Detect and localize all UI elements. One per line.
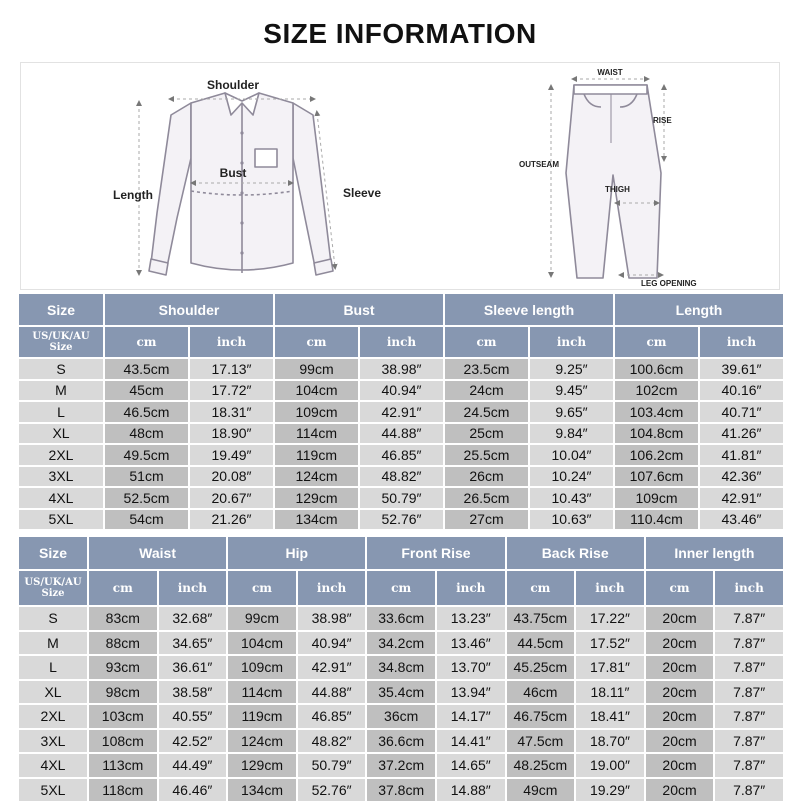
inch-value-cell: 9.84″ (530, 424, 613, 444)
inch-value-cell: 42.52″ (159, 730, 227, 753)
cm-value-cell: 124cm (228, 730, 296, 753)
unit-header-row (19, 571, 783, 605)
inch-value-cell: 7.87″ (715, 681, 783, 704)
inch-value-cell: 19.29″ (576, 779, 644, 802)
inch-value-cell: 40.94″ (298, 632, 366, 655)
table-row (19, 402, 783, 422)
cm-value-cell: 43.75cm (507, 607, 575, 630)
cm-value-cell: 24.5cm (445, 402, 528, 422)
inch-value-cell: 46.46″ (159, 779, 227, 802)
bottom-size-table (17, 535, 785, 803)
size-cell: 3XL (19, 467, 103, 487)
cm-value-cell: 24cm (445, 381, 528, 401)
size-region-label (19, 571, 87, 605)
inch-value-cell: 44.88″ (298, 681, 366, 704)
inch-value-cell: 46.85″ (298, 705, 366, 728)
top-size-table (17, 292, 785, 531)
cm-value-cell: 26.5cm (445, 488, 528, 508)
inch-value-cell: 7.87″ (715, 607, 783, 630)
cm-value-cell: 46.75cm (507, 705, 575, 728)
inch-value-cell: 44.49″ (159, 754, 227, 777)
cm-value-cell: 109cm (615, 488, 698, 508)
size-cell: 3XL (19, 730, 87, 753)
header-row (19, 537, 783, 569)
inch-value-cell: 17.72″ (190, 381, 273, 401)
inch-value-cell: 41.81″ (700, 445, 783, 465)
unit-header-cm: cm (275, 327, 358, 357)
cm-value-cell: 49.5cm (105, 445, 188, 465)
inch-value-cell: 18.70″ (576, 730, 644, 753)
inch-value-cell: 18.11″ (576, 681, 644, 704)
inch-value-cell: 10.04″ (530, 445, 613, 465)
inch-value-cell: 21.26″ (190, 510, 273, 530)
table-row (19, 705, 783, 728)
size-cell: 2XL (19, 445, 103, 465)
cm-value-cell: 114cm (228, 681, 296, 704)
cm-value-cell: 49cm (507, 779, 575, 802)
size-cell: XL (19, 681, 87, 704)
cm-value-cell: 25cm (445, 424, 528, 444)
table-row (19, 656, 783, 679)
unit-header-cm: cm (507, 571, 575, 605)
inch-value-cell: 38.98″ (360, 359, 443, 379)
inch-value-cell: 14.41″ (437, 730, 505, 753)
cm-value-cell: 129cm (275, 488, 358, 508)
cm-value-cell: 109cm (275, 402, 358, 422)
inch-value-cell: 40.94″ (360, 381, 443, 401)
size-region-line: US/UK/AU (24, 577, 82, 588)
inch-value-cell: 48.82″ (298, 730, 366, 753)
cm-value-cell: 103.4cm (615, 402, 698, 422)
leg-opening-label: LEG OPENING (641, 279, 697, 288)
thigh-label: THIGH (605, 185, 630, 194)
cm-value-cell: 100.6cm (615, 359, 698, 379)
cm-value-cell: 108cm (89, 730, 157, 753)
cm-value-cell: 25.5cm (445, 445, 528, 465)
unit-header-cm: cm (615, 327, 698, 357)
cm-value-cell: 93cm (89, 656, 157, 679)
measurement-diagram (20, 62, 780, 290)
inch-value-cell: 20.67″ (190, 488, 273, 508)
inch-value-cell: 17.22″ (576, 607, 644, 630)
size-cell: S (19, 607, 87, 630)
inch-value-cell: 42.91″ (700, 488, 783, 508)
inch-value-cell: 40.55″ (159, 705, 227, 728)
cm-value-cell: 104cm (275, 381, 358, 401)
size-region-label (19, 327, 103, 357)
unit-header-inch: inch (437, 571, 505, 605)
inch-value-cell: 40.16″ (700, 381, 783, 401)
pants-illustration (566, 85, 661, 278)
inch-value-cell: 38.98″ (298, 607, 366, 630)
size-cell: M (19, 632, 87, 655)
inch-value-cell: 7.87″ (715, 779, 783, 802)
inch-value-cell: 13.70″ (437, 656, 505, 679)
unit-header-cm: cm (646, 571, 714, 605)
table-row (19, 488, 783, 508)
unit-header-cm: cm (445, 327, 528, 357)
cm-value-cell: 46.5cm (105, 402, 188, 422)
cm-value-cell: 110.4cm (615, 510, 698, 530)
unit-header-cm: cm (105, 327, 188, 357)
cm-value-cell: 102cm (615, 381, 698, 401)
inch-value-cell: 9.65″ (530, 402, 613, 422)
size-cell: 5XL (19, 510, 103, 530)
cm-value-cell: 114cm (275, 424, 358, 444)
group-header: Shoulder (105, 294, 273, 325)
group-header: Back Rise (507, 537, 644, 569)
cm-value-cell: 106.2cm (615, 445, 698, 465)
inch-value-cell: 18.90″ (190, 424, 273, 444)
inch-value-cell: 41.26″ (700, 424, 783, 444)
cm-value-cell: 23.5cm (445, 359, 528, 379)
cm-value-cell: 20cm (646, 632, 714, 655)
cm-value-cell: 46cm (507, 681, 575, 704)
cm-value-cell: 45.25cm (507, 656, 575, 679)
cm-value-cell: 119cm (275, 445, 358, 465)
unit-header-cm: cm (367, 571, 435, 605)
cm-value-cell: 37.2cm (367, 754, 435, 777)
unit-header-row (19, 327, 783, 357)
cm-value-cell: 47.5cm (507, 730, 575, 753)
unit-header-inch: inch (530, 327, 613, 357)
inch-value-cell: 43.46″ (700, 510, 783, 530)
unit-header-inch: inch (190, 327, 273, 357)
inch-value-cell: 14.65″ (437, 754, 505, 777)
cm-value-cell: 107.6cm (615, 467, 698, 487)
cm-value-cell: 20cm (646, 607, 714, 630)
cm-value-cell: 20cm (646, 656, 714, 679)
page-title: SIZE INFORMATION (263, 18, 537, 49)
cm-value-cell: 20cm (646, 705, 714, 728)
cm-value-cell: 129cm (228, 754, 296, 777)
cm-value-cell: 45cm (105, 381, 188, 401)
cm-value-cell: 27cm (445, 510, 528, 530)
cm-value-cell: 99cm (275, 359, 358, 379)
size-region-line: Size (41, 588, 65, 599)
cm-value-cell: 83cm (89, 607, 157, 630)
cm-value-cell: 134cm (275, 510, 358, 530)
cm-value-cell: 104.8cm (615, 424, 698, 444)
waist-label: WAIST (597, 68, 623, 77)
cm-value-cell: 44.5cm (507, 632, 575, 655)
group-header: Waist (89, 537, 226, 569)
bottom-table-body (19, 607, 783, 801)
cm-value-cell: 37.8cm (367, 779, 435, 802)
cm-value-cell: 99cm (228, 607, 296, 630)
size-cell: L (19, 402, 103, 422)
cm-value-cell: 20cm (646, 779, 714, 802)
table-row (19, 754, 783, 777)
inch-value-cell: 50.79″ (360, 488, 443, 508)
shirt-illustration (149, 93, 333, 275)
length-label: Length (113, 188, 153, 202)
cm-value-cell: 48cm (105, 424, 188, 444)
cm-value-cell: 98cm (89, 681, 157, 704)
inch-value-cell: 44.88″ (360, 424, 443, 444)
inch-value-cell: 42.91″ (360, 402, 443, 422)
inch-value-cell: 7.87″ (715, 705, 783, 728)
inch-value-cell: 7.87″ (715, 754, 783, 777)
unit-header-inch: inch (700, 327, 783, 357)
sleeve-label: Sleeve (343, 186, 382, 200)
cm-value-cell: 124cm (275, 467, 358, 487)
cm-value-cell: 34.2cm (367, 632, 435, 655)
cm-value-cell: 35.4cm (367, 681, 435, 704)
unit-header-inch: inch (576, 571, 644, 605)
cm-value-cell: 119cm (228, 705, 296, 728)
table-row (19, 510, 783, 530)
table-row (19, 445, 783, 465)
table-row (19, 730, 783, 753)
inch-value-cell: 18.31″ (190, 402, 273, 422)
cm-value-cell: 33.6cm (367, 607, 435, 630)
inch-value-cell: 36.61″ (159, 656, 227, 679)
group-header: Length (615, 294, 783, 325)
inch-value-cell: 52.76″ (298, 779, 366, 802)
inch-value-cell: 10.24″ (530, 467, 613, 487)
size-cell: S (19, 359, 103, 379)
group-header: Inner length (646, 537, 783, 569)
cm-value-cell: 134cm (228, 779, 296, 802)
unit-header-inch: inch (715, 571, 783, 605)
table-row (19, 381, 783, 401)
inch-value-cell: 48.82″ (360, 467, 443, 487)
inch-value-cell: 9.45″ (530, 381, 613, 401)
size-region-line: Size (49, 342, 73, 353)
cm-value-cell: 43.5cm (105, 359, 188, 379)
header-row (19, 294, 783, 325)
size-cell: XL (19, 424, 103, 444)
cm-value-cell: 48.25cm (507, 754, 575, 777)
unit-header-cm: cm (89, 571, 157, 605)
inch-value-cell: 19.49″ (190, 445, 273, 465)
group-header: Bust (275, 294, 443, 325)
inch-value-cell: 13.94″ (437, 681, 505, 704)
inch-value-cell: 50.79″ (298, 754, 366, 777)
cm-value-cell: 36cm (367, 705, 435, 728)
size-cell: L (19, 656, 87, 679)
size-cell: 5XL (19, 779, 87, 802)
unit-header-inch: inch (159, 571, 227, 605)
inch-value-cell: 13.46″ (437, 632, 505, 655)
cm-value-cell: 88cm (89, 632, 157, 655)
unit-header-inch: inch (298, 571, 366, 605)
bust-label: Bust (219, 166, 247, 180)
cm-value-cell: 36.6cm (367, 730, 435, 753)
inch-value-cell: 7.87″ (715, 632, 783, 655)
cm-value-cell: 103cm (89, 705, 157, 728)
table-row (19, 424, 783, 444)
cm-value-cell: 20cm (646, 681, 714, 704)
table-row (19, 607, 783, 630)
garment-diagram-svg (21, 63, 781, 291)
table-row (19, 359, 783, 379)
cm-value-cell: 34.8cm (367, 656, 435, 679)
inch-value-cell: 20.08″ (190, 467, 273, 487)
inch-value-cell: 32.68″ (159, 607, 227, 630)
inch-value-cell: 34.65″ (159, 632, 227, 655)
inch-value-cell: 10.43″ (530, 488, 613, 508)
inch-value-cell: 40.71″ (700, 402, 783, 422)
inch-value-cell: 17.13″ (190, 359, 273, 379)
inch-value-cell: 18.41″ (576, 705, 644, 728)
inch-value-cell: 38.58″ (159, 681, 227, 704)
outseam-label: OUTSEAM (519, 160, 559, 169)
inch-value-cell: 52.76″ (360, 510, 443, 530)
cm-value-cell: 20cm (646, 754, 714, 777)
cm-value-cell: 113cm (89, 754, 157, 777)
inch-value-cell: 14.17″ (437, 705, 505, 728)
size-region-line: US/UK/AU (32, 331, 90, 342)
table-row (19, 467, 783, 487)
size-column-header: Size (19, 537, 87, 569)
inch-value-cell: 9.25″ (530, 359, 613, 379)
size-cell: 4XL (19, 754, 87, 777)
group-header: Front Rise (367, 537, 504, 569)
cm-value-cell: 26cm (445, 467, 528, 487)
cm-value-cell: 54cm (105, 510, 188, 530)
inch-value-cell: 19.00″ (576, 754, 644, 777)
size-cell: M (19, 381, 103, 401)
inch-value-cell: 39.61″ (700, 359, 783, 379)
size-column-header: Size (19, 294, 103, 325)
group-header: Sleeve length (445, 294, 613, 325)
inch-value-cell: 42.36″ (700, 467, 783, 487)
table-row (19, 681, 783, 704)
inch-value-cell: 17.52″ (576, 632, 644, 655)
size-cell: 4XL (19, 488, 103, 508)
cm-value-cell: 20cm (646, 730, 714, 753)
table-row (19, 779, 783, 802)
cm-value-cell: 118cm (89, 779, 157, 802)
group-header: Hip (228, 537, 365, 569)
top-table-body (19, 359, 783, 529)
inch-value-cell: 7.87″ (715, 730, 783, 753)
shoulder-label: Shoulder (206, 78, 260, 92)
cm-value-cell: 52.5cm (105, 488, 188, 508)
inch-value-cell: 17.81″ (576, 656, 644, 679)
cm-value-cell: 104cm (228, 632, 296, 655)
inch-value-cell: 42.91″ (298, 656, 366, 679)
inch-value-cell: 14.88″ (437, 779, 505, 802)
rise-label: RISE (653, 116, 672, 125)
inch-value-cell: 46.85″ (360, 445, 443, 465)
cm-value-cell: 109cm (228, 656, 296, 679)
size-cell: 2XL (19, 705, 87, 728)
unit-header-cm: cm (228, 571, 296, 605)
inch-value-cell: 13.23″ (437, 607, 505, 630)
unit-header-inch: inch (360, 327, 443, 357)
inch-value-cell: 10.63″ (530, 510, 613, 530)
inch-value-cell: 7.87″ (715, 656, 783, 679)
cm-value-cell: 51cm (105, 467, 188, 487)
table-row (19, 632, 783, 655)
